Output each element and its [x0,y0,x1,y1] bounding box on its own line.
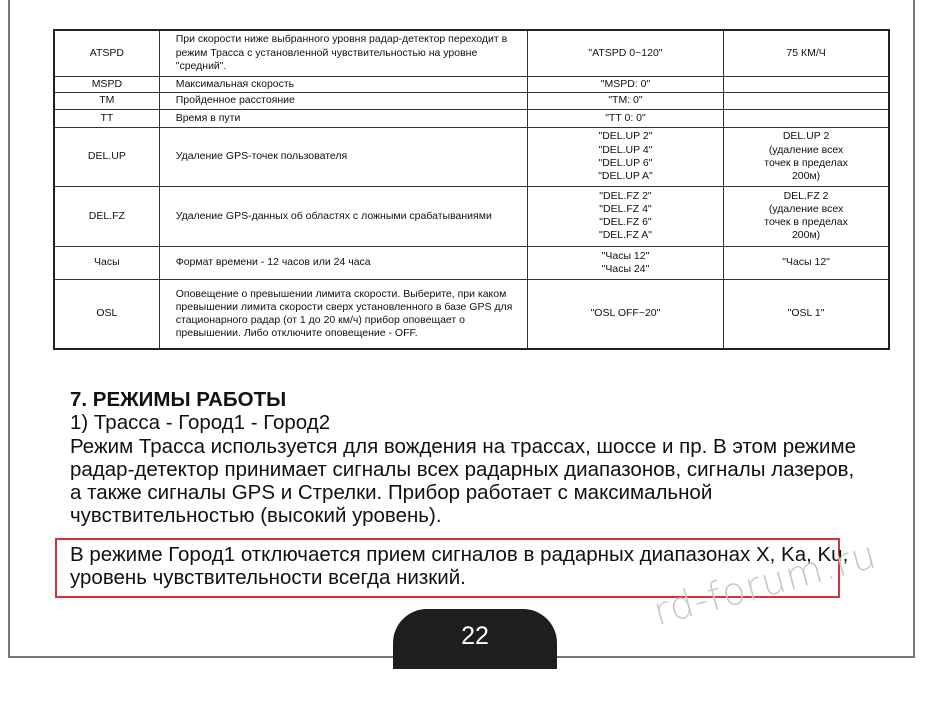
table-row [54,109,889,127]
setting-code: TT [54,109,159,127]
setting-description: Формат времени - 12 часов или 24 часа [159,246,527,279]
setting-code: OSL [54,279,159,349]
table-row [54,92,889,109]
setting-default: "OSL 1" [724,279,889,349]
table-row [54,246,889,279]
setting-code: DEL.UP [54,127,159,186]
section-title: 7. РЕЖИМЫ РАБОТЫ [70,388,287,411]
setting-code: DEL.FZ [54,186,159,246]
setting-description: Максимальная скорость [159,76,527,92]
setting-code: TM [54,92,159,109]
setting-code: MSPD [54,76,159,92]
section-subtitle: 1) Трасса - Город1 - Город2 [70,411,331,435]
page-number: 22 [461,622,489,650]
table-row [54,76,889,92]
setting-values: "DEL.UP 2" "DEL.UP 4" "DEL.UP 6" "DEL.UP A" [527,127,723,186]
setting-values: "MSPD: 0" [527,76,723,92]
watermark: rd-forum.ru [648,532,882,634]
setting-code: ATSPD [54,30,159,76]
setting-description: При скорости ниже выбранного уровня радар-детектор переходит в режим Трасса с установленной чувствительностью на уровне "средний". [159,30,527,76]
setting-description: Оповещение о превышении лимита скорости. Выберите, при каком превышении лимита скорости сверх установленного в базе GPS для стационарного радар (от 1 до 20 км/ч) прибор оповещает о превышении. Либо отключите оповещение - OFF. [159,279,527,349]
section-paragraph: Режим Трасса используется для вождения на трассах, шоссе и пр. В этом режиме радар-детектор принимает сигналы всех радарных диапазонов, сигналы лазеров, а также сигналы GPS и Стрелки. Прибор работает с максимальной чувствительностью (высокий уровень). [70,434,856,528]
table-row [54,279,889,349]
setting-default: DEL.FZ 2 (удаление всех точек в пределах 200м) [724,186,889,246]
setting-values: "OSL OFF~20" [527,279,723,349]
setting-description: Удаление GPS-точек пользователя [159,127,527,186]
setting-code: Часы [54,246,159,279]
setting-values: "Часы 12" "Часы 24" [527,246,723,279]
setting-description: Время в пути [159,109,527,127]
setting-values: "TM: 0" [527,92,723,109]
table-row [54,127,889,186]
setting-values: "DEL.FZ 2" "DEL.FZ 4" "DEL.FZ 6" "DEL.FZ A" [527,186,723,246]
modes-section [70,388,870,528]
setting-default [724,76,889,92]
setting-default: "Часы 12" [724,246,889,279]
setting-values: "ATSPD 0~120" [527,30,723,76]
table-row [54,30,889,76]
settings-table [53,29,890,350]
setting-values: "TT 0: 0" [527,109,723,127]
setting-default [724,92,889,109]
setting-description: Пройденное расстояние [159,92,527,109]
table-row [54,186,889,246]
setting-default: DEL.UP 2 (удаление всех точек в пределах 200м) [724,127,889,186]
setting-default: 75 КМ/Ч [724,30,889,76]
setting-default [724,109,889,127]
highlighted-text: В режиме Город1 отключается прием сигналов в радарных диапазонах X, Ka, Ku, уровень чувствительности всегда низкий. [70,543,849,590]
setting-description: Удаление GPS-данных об областях с ложными срабатываниями [159,186,527,246]
